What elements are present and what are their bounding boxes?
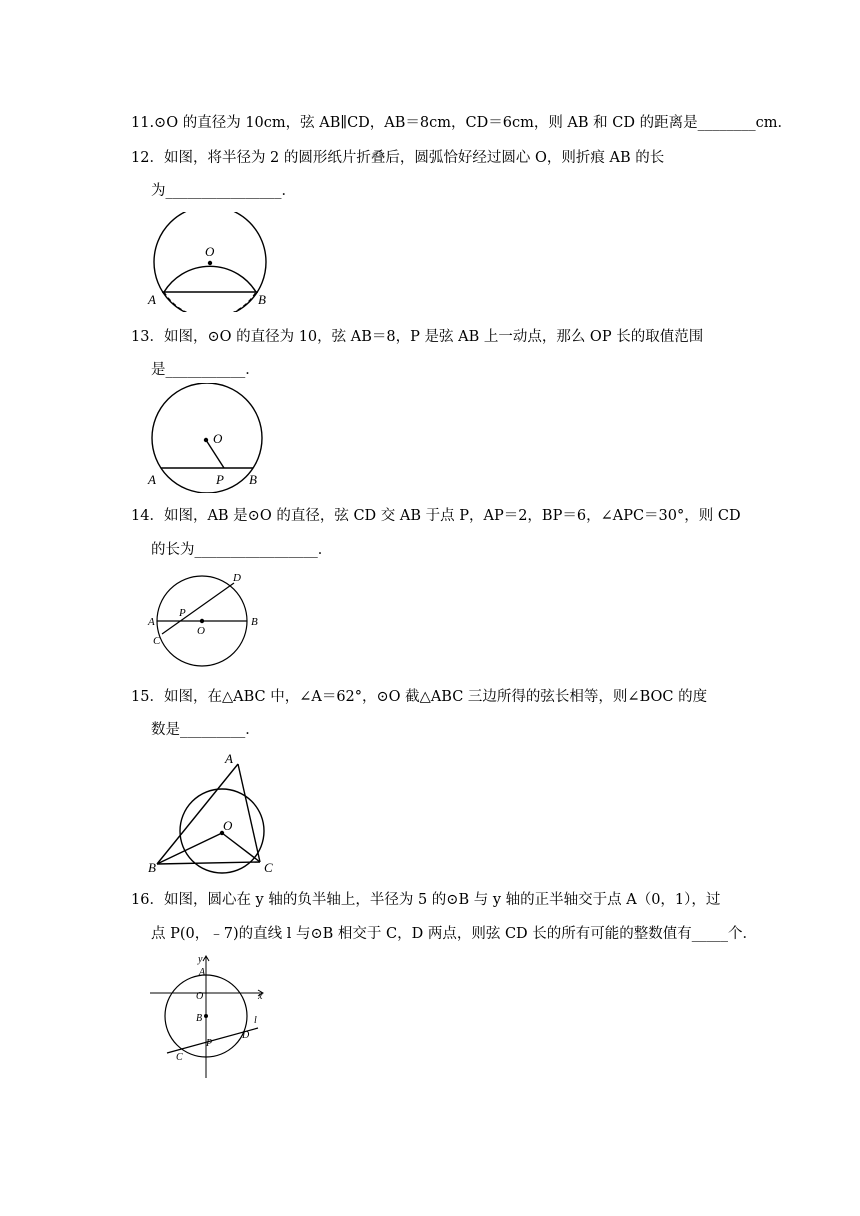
label-D: D [242,1030,250,1041]
label-B: B [148,860,156,875]
label-B: B [196,1013,203,1024]
label-A: A [199,967,206,978]
label-C: C [176,1052,183,1063]
label-P: P [206,1038,213,1049]
segment-OB [157,833,222,864]
label-C: C [264,860,273,875]
center-point-O [208,261,212,265]
side-BC [157,862,260,864]
label-x: x [258,991,263,1002]
side-AB [157,764,238,864]
figure-q12 [140,212,290,312]
dashed-arc [164,292,256,312]
label-B: B [258,292,266,307]
question-14-text: 14．如图，AB 是⊙O 的直径，弦 CD 交 AB 于点 P，AP＝2，BP＝6，∠APC＝30°，则 CD [131,508,741,524]
label-A: A [225,751,233,766]
question-12-text: 12．如图，将半径为 2 的圆形纸片折叠后，圆弧恰好经过圆心 O，则折痕 AB 的长 [131,150,665,166]
center-point-O [200,619,204,623]
figure-q14 [143,570,273,670]
label-l: l [254,1015,257,1026]
center-point-B [204,1014,208,1018]
label-D: D [233,572,241,584]
circle-O [152,383,262,493]
label-O: O [197,625,205,637]
label-P: P [179,607,186,619]
label-C: C [153,635,161,647]
label-A: A [148,472,156,487]
question-15-text: 15．如图，在△ABC 中，∠A＝62°，⊙O 截△ABC 三边所得的弦长相等，则∠BOC 的度 [131,689,708,705]
label-B: B [249,472,257,487]
label-O: O [213,431,223,446]
label-O: O [205,244,215,259]
figure-q16 [145,950,275,1082]
label-y: y [198,954,203,965]
label-B: B [251,616,258,628]
question-16-answer-line: 点 P(0，﹣7)的直线 l 与⊙B 相交于 C，D 两点，则弦 CD 长的所有可能的整数值有_____个． [151,926,758,942]
folded-arc [164,266,256,292]
figure-q13 [140,383,280,493]
question-11-text: 11.⊙O 的直径为 10cm，弦 AB∥CD，AB＝8cm，CD＝6cm，则 AB 和 CD 的距离是________cm． [131,115,792,131]
figure-q15 [143,748,283,876]
label-O: O [223,818,233,833]
question-16-text: 16．如图，圆心在 y 轴的负半轴上，半径为 5 的⊙B 与 y 轴的正半轴交于点 A（0，1），过 [131,892,721,908]
question-12-answer-line: 为________________． [151,183,296,199]
label-P: P [216,472,224,487]
question-13-answer-line: 是___________． [151,362,260,378]
label-A: A [148,616,155,628]
question-14-answer-line: 的长为_________________． [151,542,333,558]
label-O: O [196,991,204,1002]
question-15-answer-line: 数是_________． [151,722,260,738]
label-A: A [148,292,156,307]
center-point-O [204,438,208,442]
question-13-text: 13．如图，⊙O 的直径为 10，弦 AB＝8，P 是弦 AB 上一动点，那么 OP 长的取值范围 [131,329,704,345]
